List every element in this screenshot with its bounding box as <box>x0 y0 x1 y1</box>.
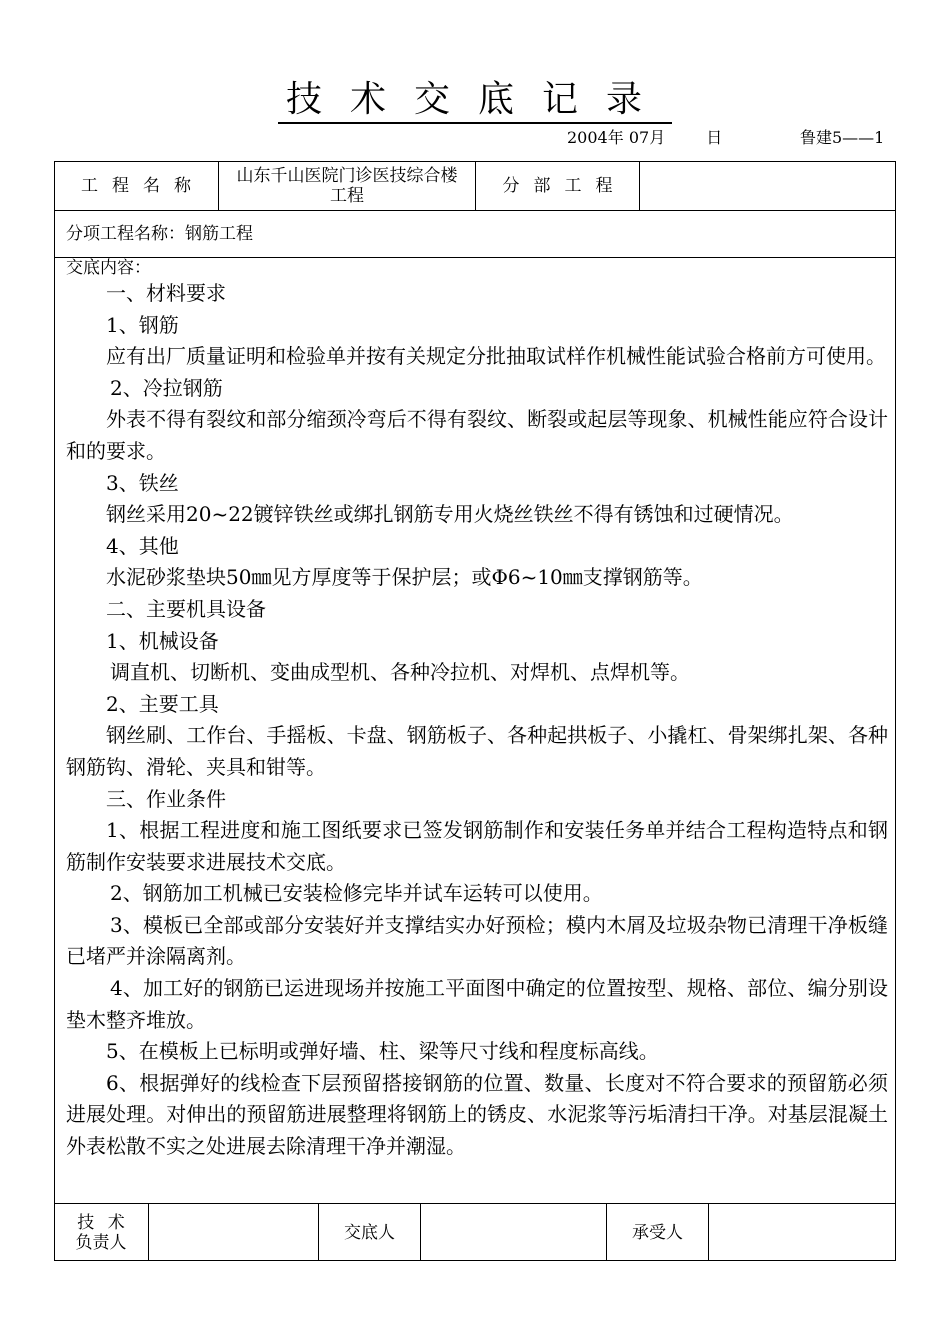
presenter-label: 交底人 <box>344 1222 395 1243</box>
date-line <box>567 128 722 148</box>
document-code: 鲁建5——1 <box>800 128 885 147</box>
subsection-heading: 3、铁丝 <box>106 470 179 495</box>
section-heading: 一、材料要求 <box>106 281 226 305</box>
date-day-unit: 日 <box>706 128 723 147</box>
paragraph: 调直机、切断机、变曲成型机、各种冷拉机、对焊机、点焊机等。 <box>110 660 690 685</box>
presenter-value <box>421 1204 606 1261</box>
date-month-unit: 月 <box>649 128 666 147</box>
paragraph: 水泥砂浆垫块50㎜见方厚度等于保护层；或Φ6~10㎜支撑钢筋等。 <box>106 565 703 590</box>
subsection-heading: 2、主要工具 <box>106 691 219 716</box>
paragraph: 应有出厂质量证明和检验单并按有关规定分批抽取试样作机械性能试验合格前方可使用。 <box>106 344 886 369</box>
subsection-heading: 2、冷拉钢筋 <box>110 375 223 400</box>
subsection-heading: 4、其他 <box>106 533 179 558</box>
paragraph: 3、模板已全部或部分安装好并支撑结实办好预检；模内木屑及垃圾杂物已清理干净板缝已堵严并涂隔离剂。 <box>66 912 888 969</box>
division-value <box>640 161 896 211</box>
paragraph: 4、加工好的钢筋已运进现场并按施工平面图中确定的位置按型、规格、部位、编分别设垫木整齐堆放。 <box>66 976 888 1032</box>
paragraph: 钢丝刷、工作台、手摇板、卡盘、钢筋板子、各种起拱板子、小撬杠、骨架绑扎架、各种钢筋钩、滑轮、夹具和钳等。 <box>66 723 888 779</box>
receiver-label: 承受人 <box>632 1222 683 1243</box>
subsection-heading: 1、钢筋 <box>106 312 179 337</box>
date-month: 07 <box>628 128 650 147</box>
tech-lead-value <box>149 1204 318 1261</box>
paragraph: 外表不得有裂纹和部分缩颈冷弯后不得有裂纹、断裂或起层等现象、机械性能应符合设计和的要求。 <box>66 407 888 463</box>
section-heading: 三、作业条件 <box>106 786 226 811</box>
project-name-label: 工程名称 <box>81 176 205 196</box>
paragraph: 5、在模板上已标明或弹好墙、柱、梁等尺寸线和程度标高线。 <box>106 1039 659 1064</box>
date-year-unit: 年 <box>607 128 624 147</box>
date-year: 2004 <box>567 128 608 147</box>
subsection-heading: 1、机械设备 <box>106 628 219 653</box>
paragraph: 钢丝采用20~22镀锌铁丝或绑扎钢筋专用火烧丝铁丝不得有锈蚀和过硬情况。 <box>106 502 794 527</box>
content-label: 交底内容： <box>66 258 151 278</box>
paragraph: 1、根据工程进度和施工图纸要求已签发钢筋制作和安装任务单并结合工程构造特点和钢筋制作安装要求进展技术交底。 <box>66 818 888 874</box>
sub-project-name: 分项工程名称：钢筋工程 <box>66 224 253 244</box>
document-title: 技术交底记录 <box>0 78 950 122</box>
section-heading: 二、主要机具设备 <box>106 596 266 621</box>
division-label: 分部工程 <box>502 176 627 196</box>
content-area <box>66 258 888 1163</box>
tech-lead-label: 技 术 负责人 <box>75 1212 129 1253</box>
project-name-value: 山东千山医院门诊医技综合楼工程 <box>236 166 458 206</box>
paragraph: 2、钢筋加工机械已安装检修完毕并试车运转可以使用。 <box>110 881 603 906</box>
receiver-value <box>709 1204 896 1261</box>
paragraph: 6、根据弹好的线检查下层预留搭接钢筋的位置、数量、长度对不符合要求的预留筋必须进展处理。对伸出的预留筋进展整理将钢筋上的锈皮、水泥浆等污垢清扫干净。对基层混凝土外表松散不实之处进展去除清理干净并潮湿。 <box>66 1070 888 1159</box>
